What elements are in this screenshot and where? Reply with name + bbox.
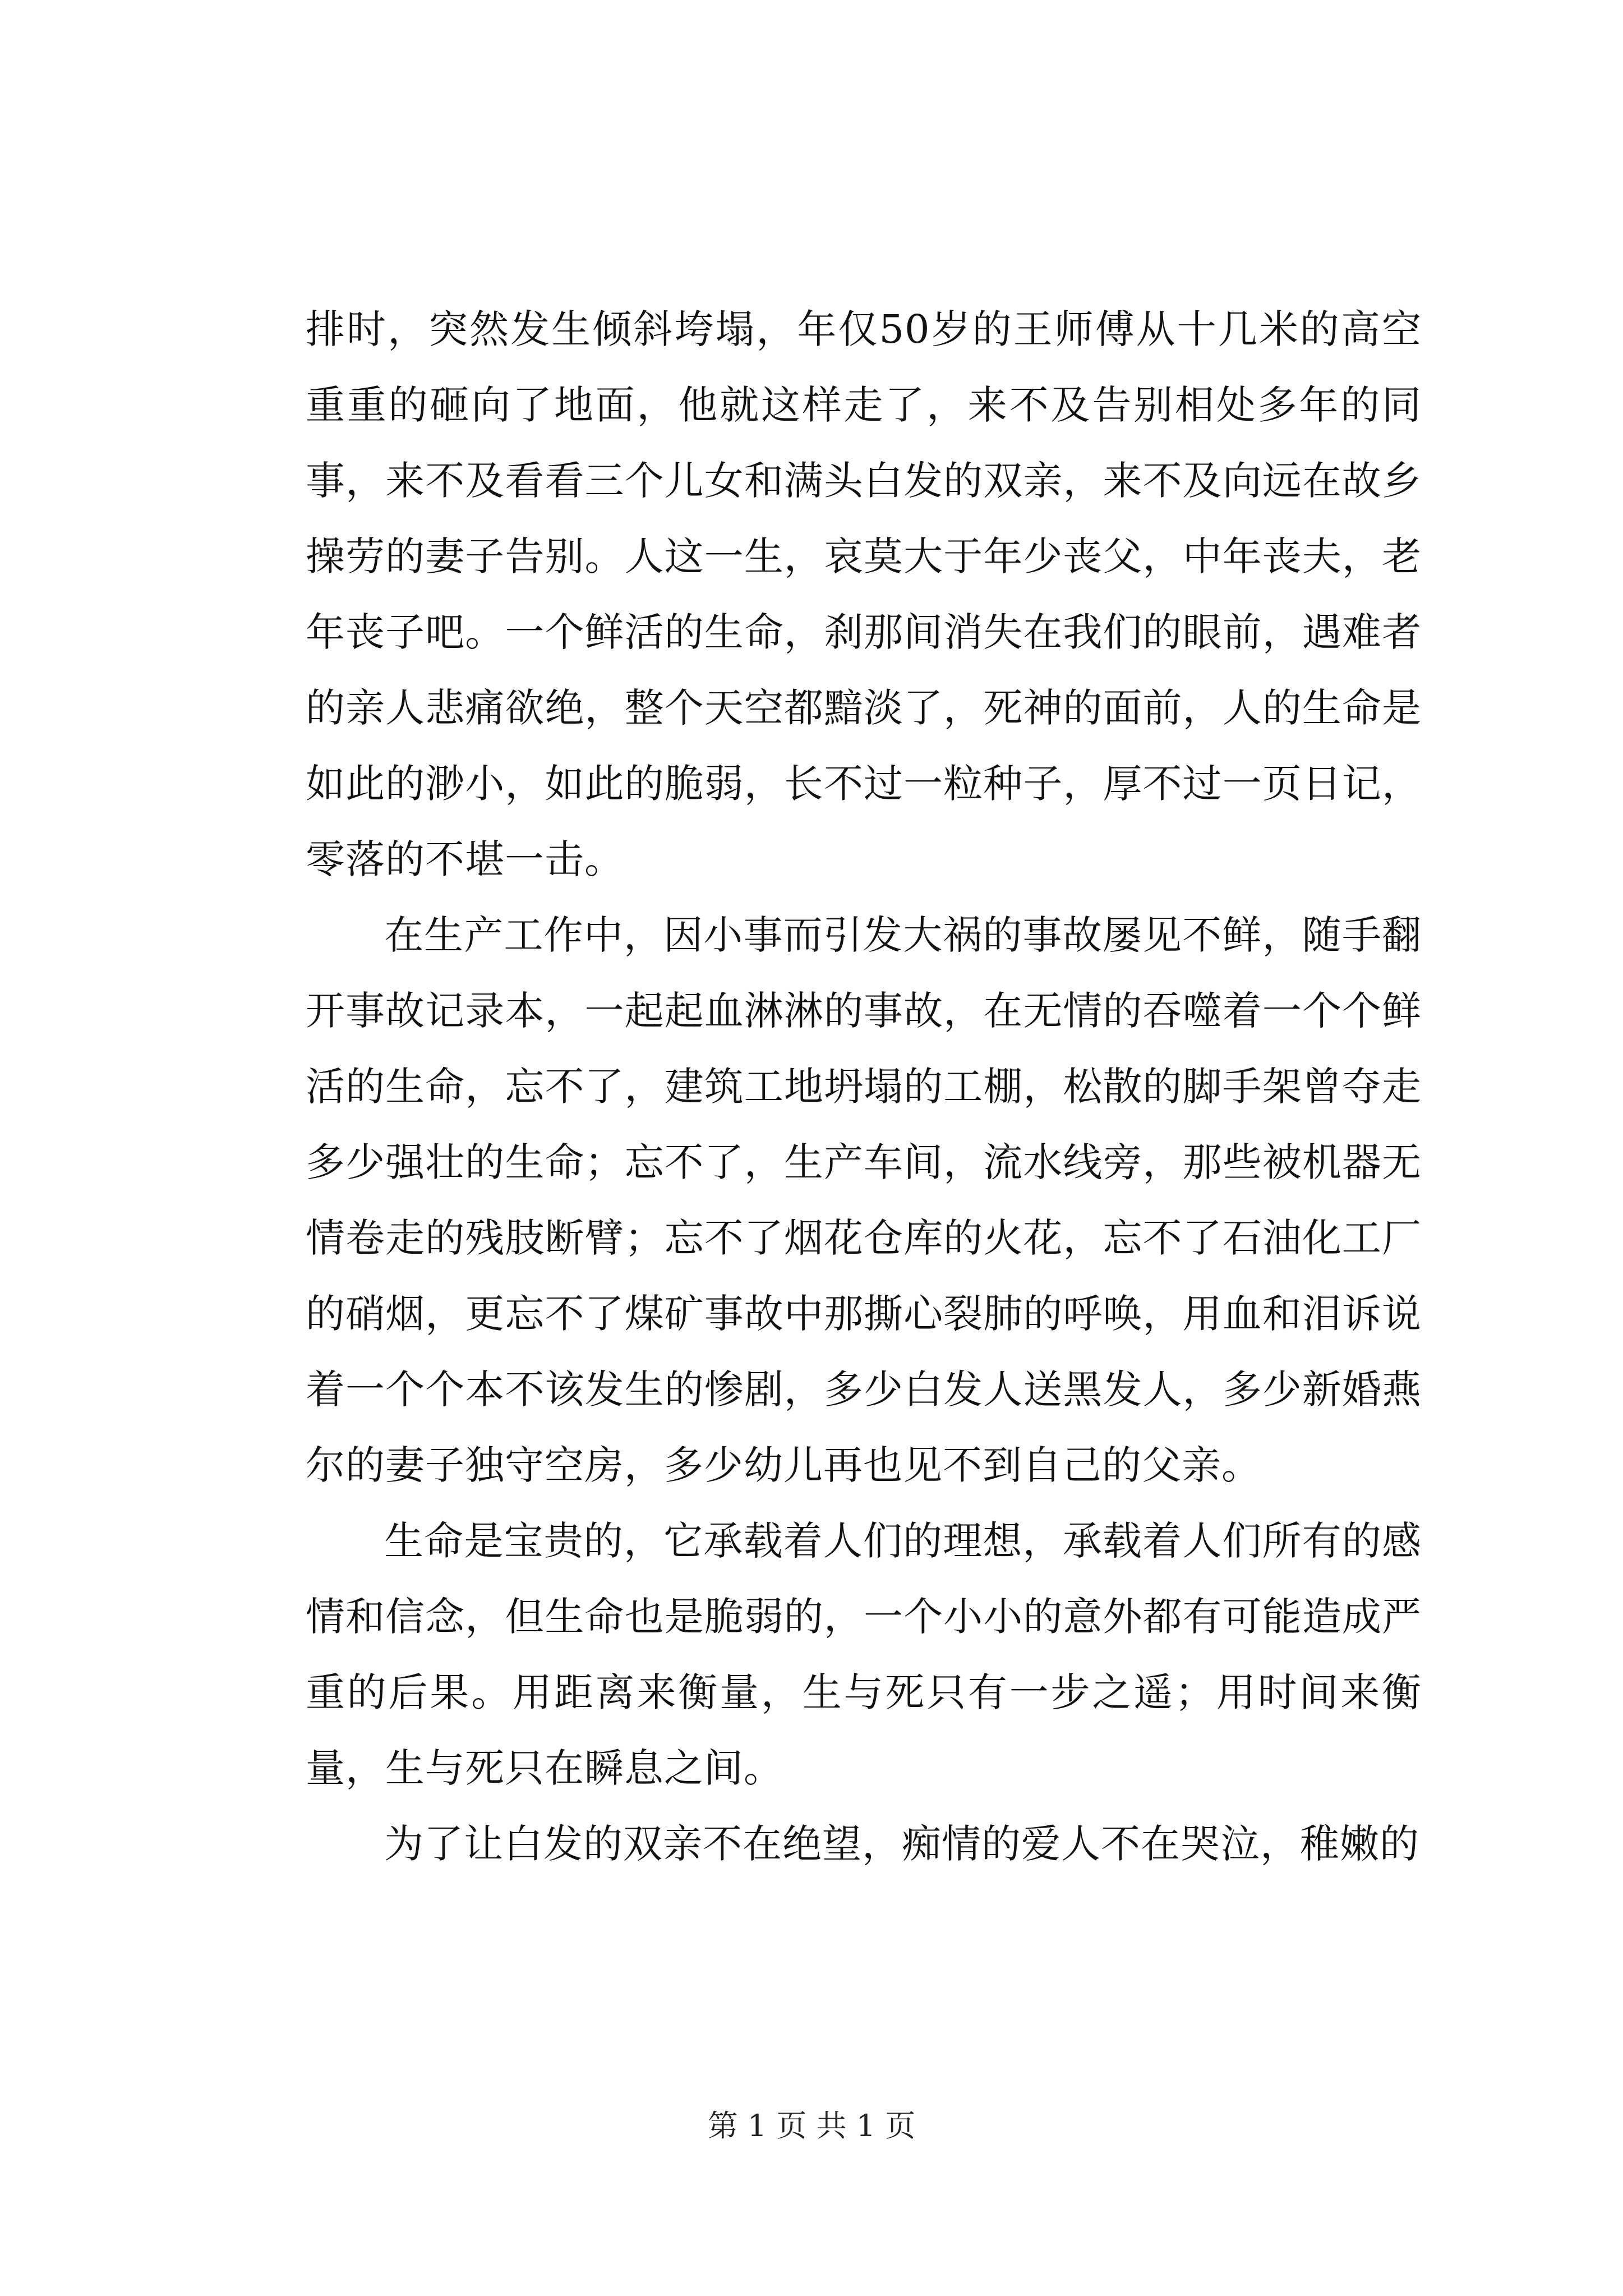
paragraph-4: 为了让白发的双亲不在绝望，痴情的爱人不在哭泣，稚嫩的 bbox=[384, 1821, 1419, 1867]
paragraph-2: 在生产工作中，因小事而引发大祸的事故屡见不鲜，随手翻开事故记录本，一起起血淋淋的事故，在无情的吞噬着一个个鲜活的生命，忘不了，建筑工地坍塌的工棚，松散的脚手架曾夺走多少强壮的生命；忘不了，生产车间，流水线旁，那些被机器无情卷走的残肢断臂；忘不了烟花仓库的火花，忘不了石油化工厂的硝烟，更忘不了煤矿事故中那撕心裂肺的呼唤，用血和泪诉说着一个个本不该发生的惨剧，多少白发人送黑发人，多少新婚燕尔的妻子独守空房，多少幼儿再也见不到自己的父亲。 bbox=[306, 912, 1422, 1488]
paragraph-1: 排时，突然发生倾斜垮塌，年仅50岁的王师傅从十几米的高空重重的砸向了地面，他就这样走了，来不及告别相处多年的同事，来不及看看三个儿女和满头白发的双亲，来不及向远在故乡操劳的妻子告别。人这一生，哀莫大于年少丧父，中年丧夫，老年丧子吧。一个鲜活的生命，刹那间消失在我们的眼前，遇难者的亲人悲痛欲绝，整个天空都黯淡了，死神的面前，人的生命是如此的渺小，如此的脆弱，长不过一粒种子，厚不过一页日记，零落的不堪一击。 bbox=[306, 306, 1422, 882]
page-number-footer: 第 1 页 共 1 页 bbox=[707, 2108, 916, 2143]
paragraph-3: 生命是宝贵的，它承载着人们的理想，承载着人们所有的感情和信念，但生命也是脆弱的，一个小小的意外都有可能造成严重的后果。用距离来衡量，生与死只有一步之遥；用时间来衡量，生与死只在瞬息之间。 bbox=[306, 1518, 1422, 1791]
document-body bbox=[306, 292, 1422, 1882]
